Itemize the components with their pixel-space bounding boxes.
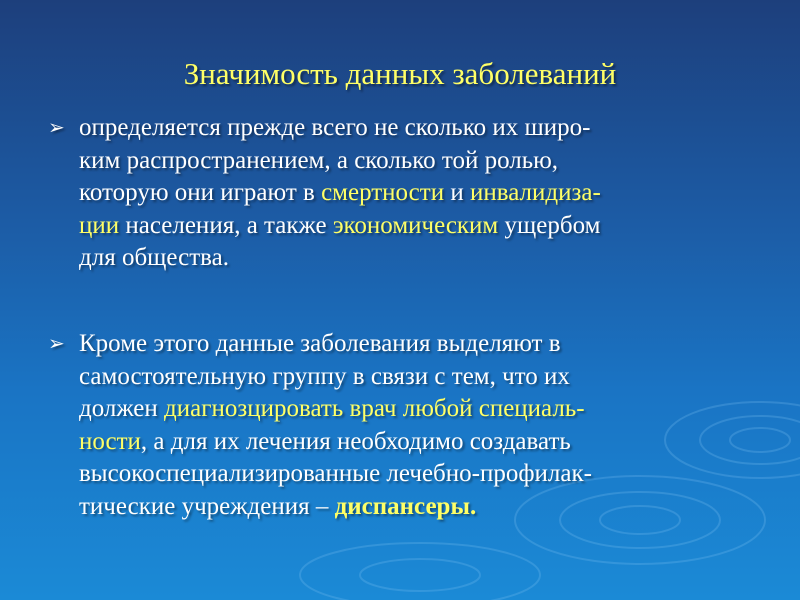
text-line: определяется прежде всего не сколько их широ-: [79, 114, 591, 141]
text-line: , а для их лечения необходимо создавать: [140, 427, 571, 455]
text-line: и: [444, 179, 470, 206]
bullet-item: [48, 112, 748, 275]
text-line: ущербом: [498, 211, 601, 239]
highlight-term: смертности: [321, 179, 445, 206]
bullet-text: [79, 112, 748, 275]
highlight-term: ности: [79, 427, 141, 455]
highlight-term: ции: [79, 211, 120, 239]
arrow-bullet-icon: ➢: [48, 117, 65, 139]
text-line: населения, а также: [119, 211, 333, 239]
bullet-item: [48, 328, 748, 523]
arrow-bullet-icon: ➢: [48, 333, 65, 355]
text-line: ким распространением, а сколько той ролью,: [79, 146, 559, 174]
bullet-text: [79, 328, 748, 523]
highlight-term-bold: диспансеры.: [334, 492, 477, 520]
text-line: которую они играют в: [79, 179, 322, 206]
text-line: для общества.: [79, 244, 229, 271]
highlight-term: диагнозцировать врач любой специаль-: [164, 395, 585, 422]
text-line: тические учреждения –: [79, 492, 335, 520]
slide-title: Значимость данных заболеваний: [183, 56, 617, 91]
text-line: самостоятельную группу в связи с тем, что их: [79, 362, 570, 390]
text-line: Кроме этого данные заболевания выделяют в: [79, 330, 561, 357]
text-line: должен: [79, 395, 165, 422]
text-line: высокоспециализированные лечебно-профилак-: [79, 460, 592, 487]
highlight-term: экономическим: [332, 211, 499, 239]
highlight-term: инвалидиза-: [469, 179, 601, 206]
